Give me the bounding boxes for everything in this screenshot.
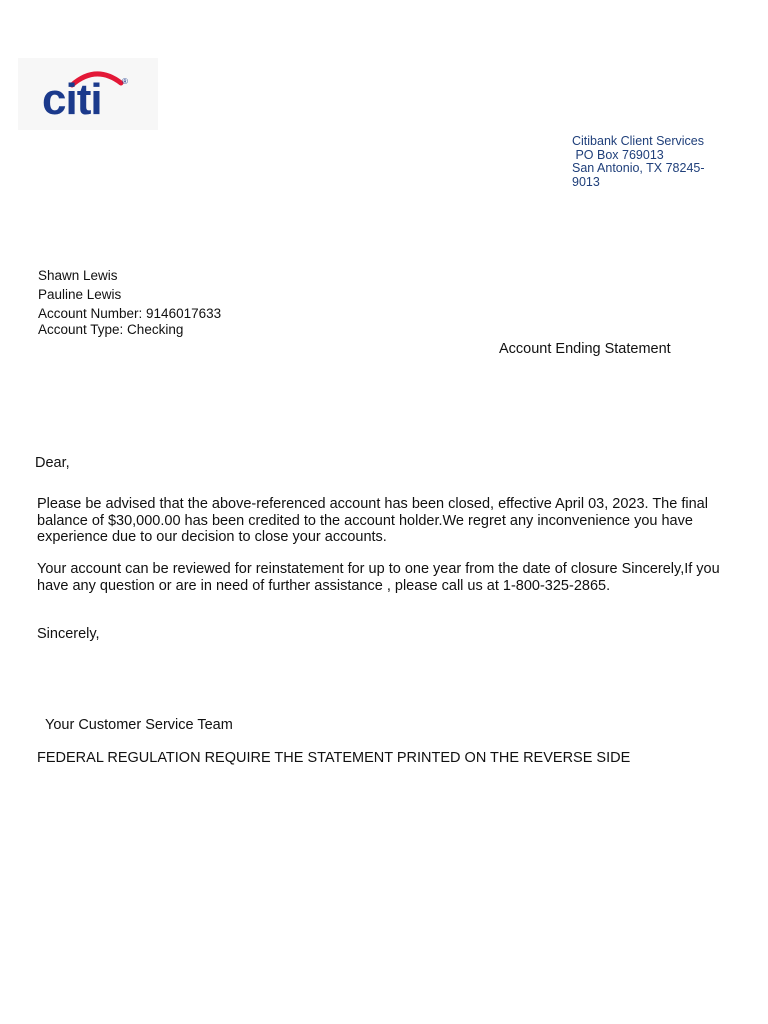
return-address-line1: Citibank Client Services [572, 134, 704, 148]
signature: Your Customer Service Team [45, 717, 233, 733]
logo-text: citi [42, 75, 102, 124]
return-address [572, 135, 732, 189]
registered-mark: ® [122, 77, 128, 86]
return-address-line3: San Antonio, TX 78245-9013 [572, 161, 705, 189]
return-address-line2: PO Box 769013 [572, 147, 664, 162]
account-number: Account Number: 9146017633 [38, 306, 222, 321]
recipient-name-2: Pauline Lewis [38, 287, 122, 302]
document-title: Account Ending Statement [499, 341, 671, 357]
letter-paragraph-2: Your account can be reviewed for reinstatement for up to one year from the date of closure Sincerely,If you have any question or are in need of further assistance , please call us at 1-800-325-2865. [37, 561, 720, 594]
salutation: Dear, [35, 455, 70, 471]
recipient-block [38, 268, 221, 338]
citi-logo-mark [18, 58, 158, 130]
citi-logo [18, 58, 158, 130]
closing: Sincerely, [37, 626, 100, 642]
footer-note: FEDERAL REGULATION REQUIRE THE STATEMENT PRINTED ON THE REVERSE SIDE [37, 750, 631, 766]
letter-paragraph-1: Please be advised that the above-referenced account has been closed, effective April 03, 2023. The final balance of $30,000.00 has been credited to the account holder.We regret any inconvenience you have experience due to our decision to close your accounts. [37, 496, 708, 545]
account-type: Account Type: Checking [38, 322, 184, 337]
recipient-name-1: Shawn Lewis [38, 268, 118, 283]
